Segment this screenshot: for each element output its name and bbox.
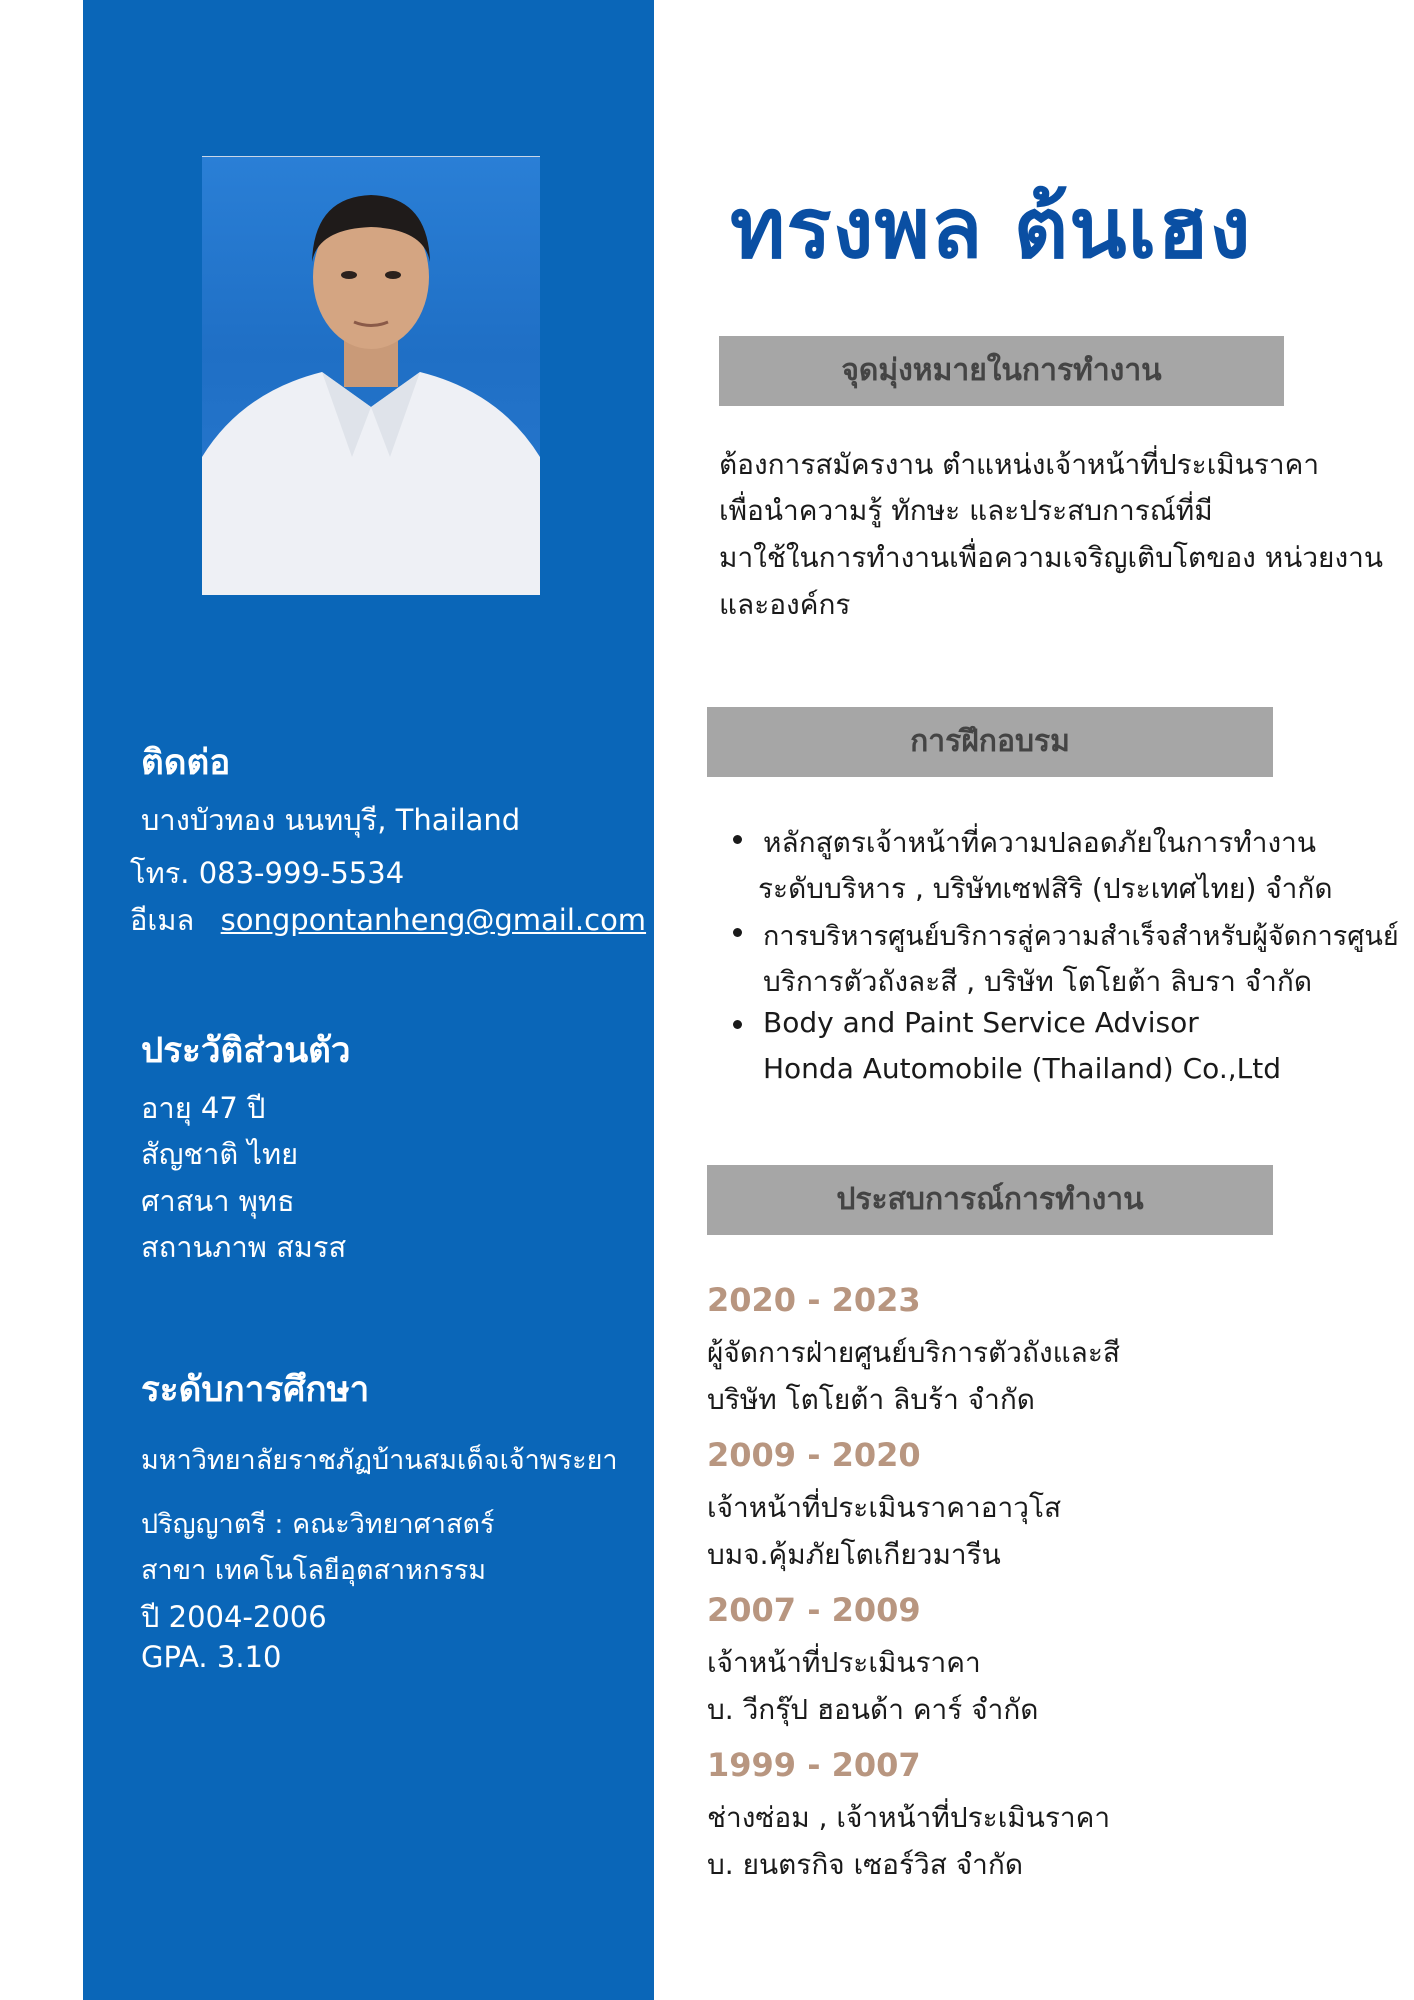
training-item-line1: หลักสูตรเจ้าหน้าที่ความปลอดภัยในการทำงาน — [763, 826, 1317, 859]
training-item-line2: ระดับบริหาร , บริษัทเซฟสิริ (ประเทศไทย) จำกัด — [758, 872, 1333, 905]
personal-status: สถานภาพ สมรส — [141, 1230, 347, 1264]
training-item-line1: การบริหารศูนย์บริการสู่ความสำเร็จสำหรับผู้จัดการศูนย์ — [763, 921, 1399, 952]
objective-heading: จุดมุ่งหมายในการทำงาน — [719, 336, 1284, 406]
experience-company: บ. ยนตรกิจ เซอร์วิส จำกัด — [707, 1848, 1024, 1881]
email-link[interactable]: songpontanheng@gmail.com — [220, 903, 647, 937]
objective-line: และองค์กร — [719, 588, 851, 621]
bullet-icon — [733, 835, 742, 844]
training-item-line1: Body and Paint Service Advisor — [763, 1006, 1199, 1039]
objective-line: เพื่อนำความรู้ ทักษะ และประสบการณ์ที่มี — [719, 494, 1213, 527]
education-university: มหาวิทยาลัยราชภัฏบ้านสมเด็จเจ้าพระยา — [141, 1445, 618, 1476]
personal-age: อายุ 47 ปี — [141, 1091, 266, 1125]
contact-address: บางบัวทอง นนทบุรี, Thailand — [141, 803, 521, 837]
experience-years: 2007 - 2009 — [707, 1591, 921, 1629]
experience-company: บริษัท โตโยต้า ลิบร้า จำกัด — [707, 1383, 1035, 1416]
contact-phone: โทร. 083-999-5534 — [130, 856, 405, 890]
education-years: ปี 2004-2006 — [141, 1600, 327, 1634]
contact-email-row — [130, 897, 646, 943]
experience-years: 1999 - 2007 — [707, 1746, 921, 1784]
experience-role: ผู้จัดการฝ่ายศูนย์บริการตัวถังและสี — [707, 1336, 1120, 1369]
personal-heading: ประวัติส่วนตัว — [141, 1031, 351, 1071]
experience-heading: ประสบการณ์การทำงาน — [707, 1165, 1273, 1235]
bullet-icon — [733, 928, 742, 937]
education-degree: ปริญญาตรี : คณะวิทยาศาสตร์ — [141, 1509, 495, 1540]
person-portrait-icon — [202, 157, 540, 595]
experience-company: บ. วีกรุ๊ป ฮอนด้า คาร์ จำกัด — [707, 1693, 1039, 1726]
education-heading: ระดับการศึกษา — [141, 1370, 370, 1410]
training-item-line2: บริการตัวถังละสี , บริษัท โตโยต้า ลิบรา จำกัด — [763, 965, 1313, 998]
experience-role: เจ้าหน้าที่ประเมินราคา — [707, 1646, 981, 1679]
email-label: อีเมล — [130, 903, 195, 937]
contact-heading: ติดต่อ — [141, 743, 231, 783]
training-heading: การฝึกอบรม — [707, 707, 1273, 777]
experience-years: 2020 - 2023 — [707, 1281, 921, 1319]
objective-line: ต้องการสมัครงาน ตำแหน่งเจ้าหน้าที่ประเมินราคา — [719, 448, 1320, 481]
bullet-icon — [733, 1020, 742, 1029]
personal-religion: ศาสนา พุทธ — [141, 1184, 295, 1218]
experience-years: 2009 - 2020 — [707, 1436, 921, 1474]
profile-photo — [202, 156, 540, 595]
experience-role: ช่างซ่อม , เจ้าหน้าที่ประเมินราคา — [707, 1801, 1111, 1834]
training-item-line2: Honda Automobile (Thailand) Co.,Ltd — [763, 1052, 1281, 1085]
personal-nationality: สัญชาติ ไทย — [141, 1137, 299, 1171]
experience-role: เจ้าหน้าที่ประเมินราคาอาวุโส — [707, 1491, 1062, 1524]
applicant-name: ทรงพล ต้นเฮง — [730, 179, 1252, 277]
education-major: สาขา เทคโนโลยีอุตสาหกรรม — [141, 1555, 487, 1586]
education-gpa: GPA. 3.10 — [141, 1640, 282, 1674]
experience-company: บมจ.คุ้มภัยโตเกียวมารีน — [707, 1538, 1001, 1571]
objective-line: มาใช้ในการทำงานเพื่อความเจริญเติบโตของ หน่วยงาน — [719, 541, 1383, 574]
